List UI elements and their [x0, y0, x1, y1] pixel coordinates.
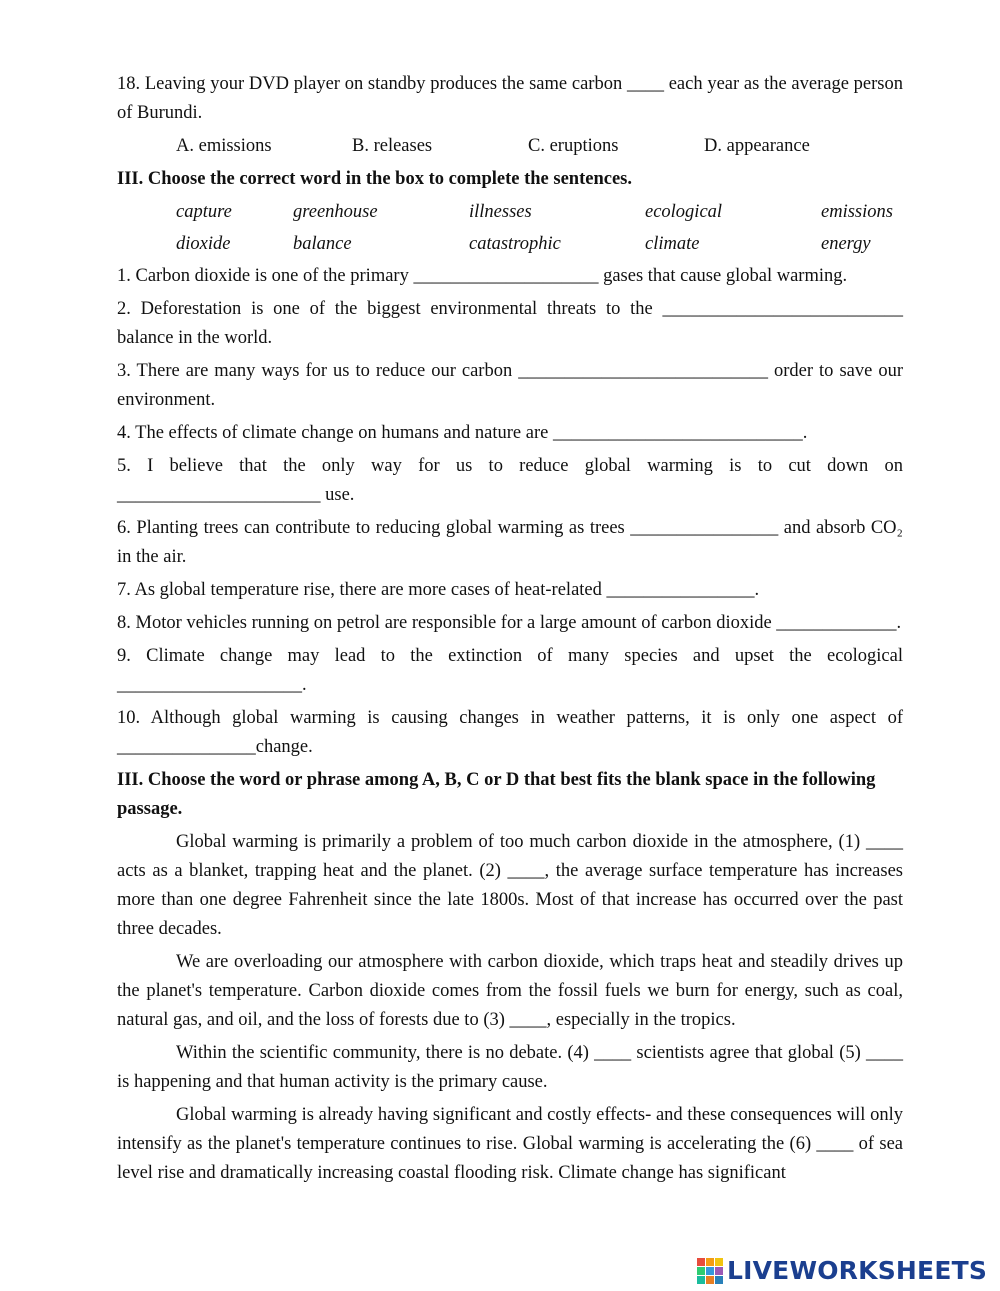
liveworksheets-logo[interactable]	[697, 1256, 987, 1285]
logo-icon-cell	[706, 1276, 714, 1284]
option-d[interactable]: D. appearance	[704, 136, 810, 156]
logo-icon-cell	[715, 1267, 723, 1275]
logo-icon-cell	[706, 1258, 714, 1266]
word-box-item: dioxide	[176, 234, 231, 254]
sentence-3: 3. There are many ways for us to reduce our carbon ___________________________ order to save our environment.	[117, 361, 903, 410]
option-c[interactable]: C. eruptions	[528, 136, 619, 156]
sentence-9: 9. Climate change may lead to the extinction of many species and upset the ecological ____________________.	[117, 646, 903, 695]
word-box-item: energy	[821, 234, 871, 254]
sentence-8: 8. Motor vehicles running on petrol are responsible for a large amount of carbon dioxide _____________.	[117, 613, 902, 633]
sentence-7: 7. As global temperature rise, there are more cases of heat-related ________________.	[117, 580, 760, 600]
logo-icon-cell	[697, 1258, 705, 1266]
section-heading-passage: III. Choose the word or phrase among A, B, C or D that best fits the blank space in the following passage.	[117, 770, 876, 819]
passage-paragraph-3: Within the scientific community, there is no debate. (4) ____ scientists agree that global (5) ____ is happening and that human activity is the primary cause.	[117, 1043, 903, 1092]
word-box-item: illnesses	[469, 202, 532, 222]
word-box-item: climate	[645, 234, 700, 254]
sentence-4: 4. The effects of climate change on humans and nature are ___________________________.	[117, 423, 808, 443]
passage-paragraph-4: Global warming is already having significant and costly effects- and these consequences will only intensify as the planet's temperature continues to rise. Global warming is accelerating the (6) ____ of sea level rise and dramatically increasing coastal flooding risk. Climate change has significant	[117, 1105, 903, 1183]
question-18-options	[117, 132, 903, 161]
sentence-1: 1. Carbon dioxide is one of the primary ____________________ gases that cause global warming.	[117, 266, 848, 286]
word-box-item: ecological	[645, 202, 723, 222]
logo-icon-cell	[715, 1276, 723, 1284]
sentence-2: 2. Deforestation is one of the biggest environmental threats to the __________________________ balance in the world.	[117, 299, 903, 348]
logo-text: LIVEWORKSHEETS	[727, 1256, 988, 1285]
word-box-item: catastrophic	[469, 234, 561, 254]
logo-icon-cell	[697, 1267, 705, 1275]
worksheet-page	[117, 70, 903, 1188]
passage-paragraph-2: We are overloading our atmosphere with carbon dioxide, which traps heat and steadily drives up the planet's temperature. Carbon dioxide comes from the fossil fuels we burn for energy, such as coal, natural gas, and oil, and the loss of forests due to (3) ____, especially in the tropics.	[117, 952, 903, 1030]
question-18-text: 18. Leaving your DVD player on standby produces the same carbon ____ each year as the average person of Burundi.	[117, 74, 903, 123]
section-heading-word-box: III. Choose the correct word in the box to complete the sentences.	[117, 169, 633, 189]
option-b[interactable]: B. releases	[352, 136, 433, 156]
logo-icon-cell	[706, 1267, 714, 1275]
word-box-item: balance	[293, 234, 352, 254]
word-box-item: capture	[176, 202, 232, 222]
logo-icon-cell	[715, 1258, 723, 1266]
option-a[interactable]: A. emissions	[176, 136, 272, 156]
word-box-item: emissions	[821, 202, 893, 222]
sentence-5: 5. I believe that the only way for us to reduce global warming is to cut down on ______________________ use.	[117, 456, 903, 505]
passage-paragraph-1: Global warming is primarily a problem of too much carbon dioxide in the atmosphere, (1) ____ acts as a blanket, trapping heat and the planet. (2) ____, the average surface temperature has increases more than one degree Fahrenheit since the late 1800s. Most of that increase has occurred over the past three decades.	[117, 832, 903, 939]
logo-icon	[697, 1258, 723, 1284]
word-box-item: greenhouse	[293, 202, 378, 222]
word-box	[117, 196, 903, 260]
logo-icon-cell	[697, 1276, 705, 1284]
sentence-6: 6. Planting trees can contribute to reducing global warming as trees ________________ and absorb CO₂ in the air.	[117, 518, 903, 567]
sentence-10: 10. Although global warming is causing changes in weather patterns, it is only one aspect of _______________change.	[117, 708, 903, 757]
